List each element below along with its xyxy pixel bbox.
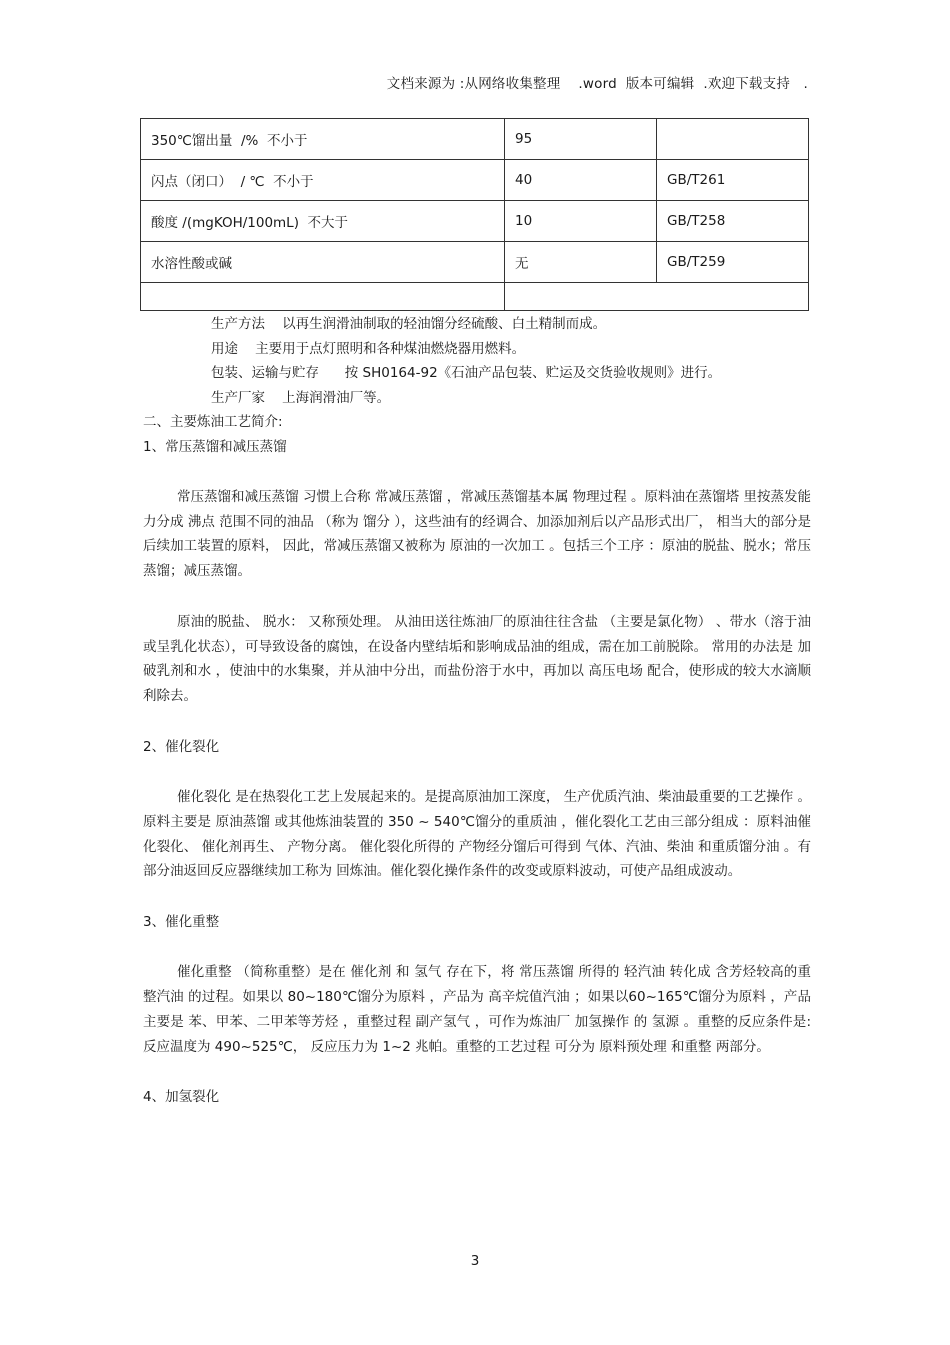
section-heading: 2、催化裂化 xyxy=(143,738,220,755)
paragraph: 原油的脱盐、 脱水： 又称预处理。 从油田送往炼油厂的原油往往含盐 （主要是氯化物） 、带水（溶于油或呈乳化状态），可导致设备的腐蚀，在设备内壁结垢和影响成品油的组成，需在加工前脱除。 常用的办法是 加破乳剂和水 ，使油中的水集聚，并从油中分出，而盐份溶于水中，再加以 高压电场 配合，使形成的较大水滴顺利除去。 xyxy=(143,613,811,704)
table-cell: 350℃馏出量 /% 不小于 xyxy=(141,119,505,160)
table-cell: 酸度 /(mgKOH/100mL) 不大于 xyxy=(141,201,505,242)
table-cell xyxy=(141,283,505,311)
table-cell: GB/T261 xyxy=(657,160,809,201)
document-body xyxy=(143,312,811,1110)
table-cell: 水溶性酸或碱 xyxy=(141,242,505,283)
table-cell: GB/T258 xyxy=(657,201,809,242)
table-row xyxy=(141,119,809,160)
section-heading: 4、加氢裂化 xyxy=(143,1089,220,1106)
paragraph: 催化重整 （简称重整）是在 催化剂 和 氢气 存在下，将 常压蒸馏 所得的 轻汽油 转化成 含芳烃较高的重整汽油 的过程。如果以 80~180℃馏分为原料 ，产品为 高辛烷值汽油 ；如果以60~165℃馏分为原料 ，产品主要是 苯、甲苯、二甲苯等芳烃 ，重整过程 副产氢气 ，可作为炼油厂 加氢操作 的 氢源 。重整的反应条件是: 反应温度为 490~525℃， 反应压力为 1~2 兆帕。重整的工艺过程 可分为 原料预处理 和重整 两部分。 xyxy=(143,964,811,1055)
table-cell: 95 xyxy=(505,119,657,160)
usage: 用途 主要用于点灯照明和各种煤油燃烧器用燃料。 xyxy=(211,340,526,357)
manufacturer: 生产厂家 上海润滑油厂等。 xyxy=(211,389,391,406)
table-row xyxy=(141,160,809,201)
section-heading: 1、常压蒸馏和减压蒸馏 xyxy=(143,438,287,455)
table-cell: 无 xyxy=(505,242,657,283)
table-cell: 10 xyxy=(505,201,657,242)
table-row xyxy=(141,242,809,283)
spec-table xyxy=(140,118,809,311)
table-cell xyxy=(505,283,809,311)
table-cell: 40 xyxy=(505,160,657,201)
table-row xyxy=(141,201,809,242)
production-method: 生产方法 以再生润滑油制取的轻油馏分经硫酸、白土精制而成。 xyxy=(211,316,607,332)
page-header: 文档来源为 :从网络收集整理 .word 版本可编辑 .欢迎下载支持 . xyxy=(386,76,808,92)
paragraph: 催化裂化 是在热裂化工艺上发展起来的。是提高原油加工深度， 生产优质汽油、柴油最重要的工艺操作 。原料主要是 原油蒸馏 或其他炼油装置的 350 ~ 540℃馏分的重质油 ，催化裂化工艺由三部分组成 ：原料油催化裂化、 催化剂再生、 产物分离。 催化裂化所得的 产物经分馏后可得到 气体、汽油、柴油 和重质馏分油 。有部分油返回反应器继续加工称为 回炼油。催化裂化操作条件的改变或原料波动，可使产品组成波动。 xyxy=(143,789,811,880)
table-cell: 闪点（闭口） / ℃ 不小于 xyxy=(141,160,505,201)
table-row-empty xyxy=(141,283,809,311)
table-cell: GB/T259 xyxy=(657,242,809,283)
packaging-storage: 包装、运输与贮存 按 SH0164-92《石油产品包装、贮运及交货验收规则》进行。 xyxy=(211,365,722,381)
section-title: 二、主要炼油工艺简介: xyxy=(143,414,283,430)
table-cell xyxy=(657,119,809,160)
paragraph: 常压蒸馏和减压蒸馏 习惯上合称 常减压蒸馏 ，常减压蒸馏基本属 物理过程 。原料油在蒸馏塔 里按蒸发能力分成 沸点 范围不同的油品 （称为 馏分 ），这些油有的经调合、加添加剂后以产品形式出厂， 相当大的部分是后续加工装置的原料， 因此，常减压蒸馏又被称为 原油的一次加工 。包括三个工序 ：原油的脱盐、脱水；常压蒸馏；减压蒸馏。 xyxy=(143,489,811,580)
page-number: 3 xyxy=(470,1253,480,1269)
section-heading: 3、催化重整 xyxy=(143,913,220,930)
